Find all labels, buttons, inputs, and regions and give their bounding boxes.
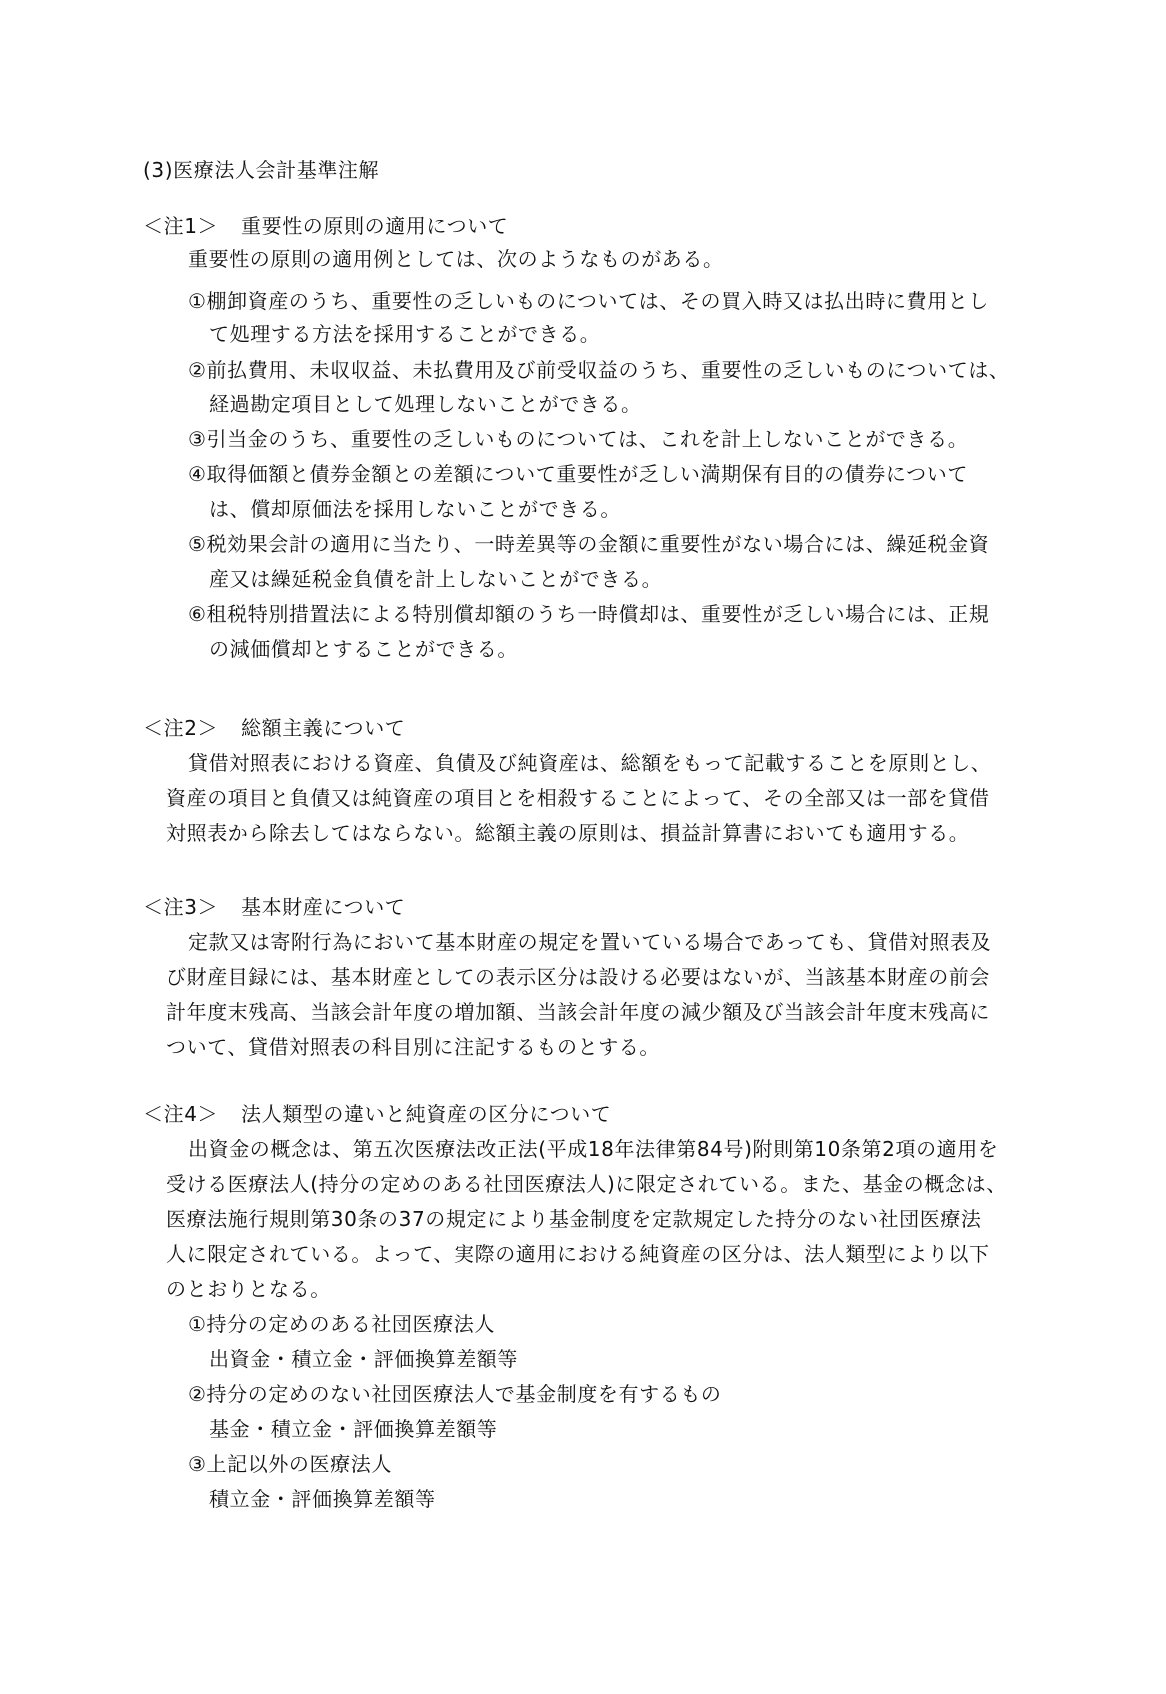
note-3-para-line: 定款又は寄附行為において基本財産の規定を置いている場合であっても、貸借対照表及 — [188, 930, 992, 954]
note-1-item-6-cont: の減価償却とすることができる。 — [209, 637, 518, 661]
note-1-item-2-cont: 経過勘定項目として処理しないことができる。 — [209, 392, 642, 416]
note-4-item-2: ②持分の定めのない社団医療法人で基金制度を有するもの — [188, 1382, 722, 1406]
note-3-para-line: 計年度末残高、当該会計年度の増加額、当該会計年度の減少額及び当該会計年度末残高に — [166, 1000, 990, 1024]
note-1-item-5-cont: 産又は繰延税金負債を計上しないことができる。 — [209, 567, 663, 591]
note-1-item-1: ①棚卸資産のうち、重要性の乏しいものについては、その買入時又は払出時に費用とし — [188, 289, 989, 313]
note-heading-text: 基本財産について — [241, 895, 406, 919]
note-4-item-1-detail: 出資金・積立金・評価換算差額等 — [209, 1347, 518, 1371]
note-heading-text: 法人類型の違いと純資産の区分について — [241, 1102, 612, 1126]
note-4-heading — [143, 1100, 611, 1128]
note-1-item-6: ⑥租税特別措置法による特別償却額のうち一時償却は、重要性が乏しい場合には、正規 — [188, 602, 990, 626]
note-1-item-4-cont: は、償却原価法を採用しないことができる。 — [209, 497, 621, 521]
note-4-para-line: 医療法施行規則第30条の37の規定により基金制度を定款規定した持分のない社団医療法 — [166, 1207, 982, 1231]
note-4-para-line: 人に限定されている。よって、実際の適用における純資産の区分は、法人類型により以下 — [166, 1242, 990, 1266]
note-4-item-3: ③上記以外の医療法人 — [188, 1452, 392, 1476]
note-3-para-line: ついて、貸借対照表の科目別に注記するものとする。 — [166, 1035, 660, 1059]
note-4-item-2-detail: 基金・積立金・評価換算差額等 — [209, 1417, 498, 1441]
note-1-item-2: ②前払費用、未収収益、未払費用及び前受収益のうち、重要性の乏しいものについては、 — [188, 358, 1010, 382]
note-2-para-line: 資産の項目と負債又は純資産の項目とを相殺することによって、その全部又は一部を貸借 — [166, 786, 990, 810]
note-4-para-line: 受ける医療法人(持分の定めのある社団医療法人)に限定されている。また、基金の概念は、 — [166, 1172, 1007, 1196]
note-2-heading — [143, 714, 405, 742]
note-2-para-line: 貸借対照表における資産、負債及び純資産は、総額をもって記載することを原則とし、 — [188, 751, 992, 775]
note-label: ＜注1＞ — [143, 214, 219, 238]
note-1-item-4: ④取得価額と債券金額との差額について重要性が乏しい満期保有目的の債券について — [188, 462, 968, 486]
note-heading-text: 重要性の原則の適用について — [241, 214, 509, 238]
note-label: ＜注4＞ — [143, 1102, 219, 1126]
note-1-intro: 重要性の原則の適用例としては、次のようなものがある。 — [188, 247, 724, 271]
note-3-heading — [143, 893, 405, 921]
note-4-item-1: ①持分の定めのある社団医療法人 — [188, 1312, 495, 1336]
note-4-para-line: 出資金の概念は、第五次医療法改正法(平成18年法律第84号)附則第10条第2項の適用を — [188, 1137, 999, 1161]
note-1-item-1-cont: て処理する方法を採用することができる。 — [209, 322, 601, 346]
note-label: ＜注3＞ — [143, 895, 219, 919]
note-2-para-line: 対照表から除去してはならない。総額主義の原則は、損益計算書においても適用する。 — [166, 821, 970, 845]
note-1-heading — [143, 212, 508, 240]
note-1-item-3: ③引当金のうち、重要性の乏しいものについては、これを計上しないことができる。 — [188, 427, 969, 451]
note-3-para-line: び財産目録には、基本財産としての表示区分は設ける必要はないが、当該基本財産の前会 — [166, 965, 990, 989]
note-label: ＜注2＞ — [143, 716, 219, 740]
page-title: (3)医療法人会計基準注解 — [143, 158, 380, 182]
note-heading-text: 総額主義について — [241, 716, 406, 740]
note-4-item-3-detail: 積立金・評価換算差額等 — [209, 1487, 436, 1511]
note-1-item-5: ⑤税効果会計の適用に当たり、一時差異等の金額に重要性がない場合には、繰延税金資 — [188, 532, 990, 556]
note-4-para-line: のとおりとなる。 — [166, 1277, 331, 1301]
